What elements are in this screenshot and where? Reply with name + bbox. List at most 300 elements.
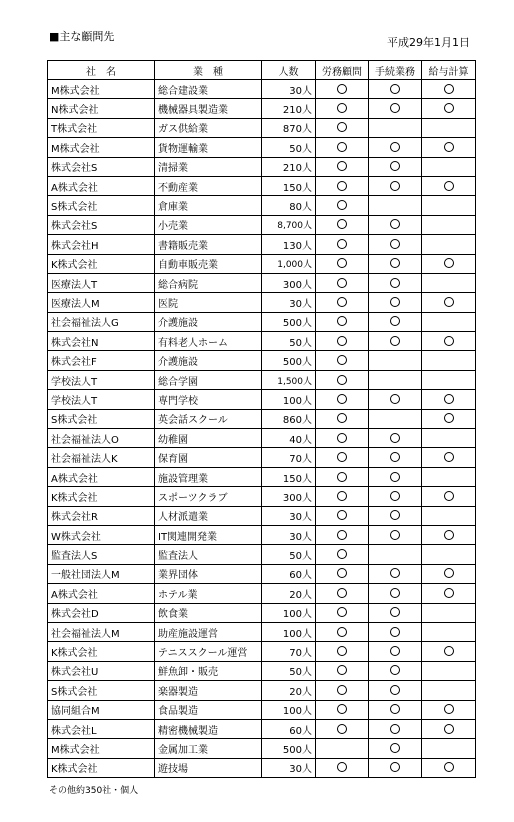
procedures-mark-cell [369, 215, 422, 234]
labor-advisory-mark-cell [316, 235, 369, 254]
table-row [48, 661, 476, 680]
procedures-mark-cell [369, 157, 422, 176]
headcount-cell: 30人 [262, 80, 316, 99]
labor-advisory-mark-cell [316, 739, 369, 758]
company-name-cell: 株式会社L [48, 719, 155, 738]
headcount-cell: 50人 [262, 332, 316, 351]
table-row [48, 196, 476, 215]
client-table [47, 60, 476, 778]
circle-mark-icon [390, 685, 400, 695]
labor-advisory-mark-cell [316, 370, 369, 389]
industry-cell: 金属加工業 [155, 739, 262, 758]
industry-cell: スポーツクラブ [155, 487, 262, 506]
circle-mark-icon [337, 316, 347, 326]
labor-advisory-mark-cell [316, 545, 369, 564]
industry-cell: 小売業 [155, 215, 262, 234]
circle-mark-icon [444, 258, 454, 268]
table-header-row [48, 61, 476, 80]
table-row [48, 157, 476, 176]
headcount-cell: 100人 [262, 603, 316, 622]
company-name-cell: 社会福祉法人O [48, 429, 155, 448]
circle-mark-icon [444, 646, 454, 656]
headcount-cell: 300人 [262, 487, 316, 506]
headcount-cell: 870人 [262, 118, 316, 137]
procedures-mark-cell [369, 390, 422, 409]
page-title: ■主な顧問先 [49, 30, 115, 43]
company-name-cell: A株式会社 [48, 176, 155, 195]
payroll-mark-cell [422, 80, 476, 99]
company-name-cell: 社会福祉法人M [48, 622, 155, 641]
payroll-mark-cell [422, 622, 476, 641]
payroll-mark-cell [422, 467, 476, 486]
procedures-mark-cell [369, 545, 422, 564]
payroll-mark-cell [422, 584, 476, 603]
table-row [48, 118, 476, 137]
headcount-cell: 100人 [262, 700, 316, 719]
headcount-cell: 500人 [262, 351, 316, 370]
procedures-mark-cell [369, 99, 422, 118]
table-row [48, 545, 476, 564]
labor-advisory-mark-cell [316, 564, 369, 583]
circle-mark-icon [337, 394, 347, 404]
header-industry: 業 種 [155, 61, 262, 80]
procedures-mark-cell [369, 584, 422, 603]
headcount-cell: 150人 [262, 176, 316, 195]
procedures-mark-cell [369, 273, 422, 292]
company-name-cell: M株式会社 [48, 80, 155, 99]
payroll-mark-cell [422, 312, 476, 331]
industry-cell: IT関連開発業 [155, 525, 262, 544]
industry-cell: 人材派遣業 [155, 506, 262, 525]
payroll-mark-cell [422, 254, 476, 273]
labor-advisory-mark-cell [316, 409, 369, 428]
headcount-cell: 30人 [262, 293, 316, 312]
industry-cell: 医院 [155, 293, 262, 312]
industry-cell: 英会話スクール [155, 409, 262, 428]
labor-advisory-mark-cell [316, 661, 369, 680]
company-name-cell: S株式会社 [48, 196, 155, 215]
circle-mark-icon [337, 607, 347, 617]
table-row [48, 525, 476, 544]
circle-mark-icon [390, 510, 400, 520]
company-name-cell: K株式会社 [48, 487, 155, 506]
industry-cell: 鮮魚卸・販売 [155, 661, 262, 680]
labor-advisory-mark-cell [316, 642, 369, 661]
circle-mark-icon [390, 433, 400, 443]
company-name-cell: W株式会社 [48, 525, 155, 544]
circle-mark-icon [337, 568, 347, 578]
circle-mark-icon [390, 394, 400, 404]
circle-mark-icon [444, 491, 454, 501]
labor-advisory-mark-cell [316, 603, 369, 622]
industry-cell: テニススクール運営 [155, 642, 262, 661]
circle-mark-icon [337, 103, 347, 113]
headcount-cell: 20人 [262, 681, 316, 700]
payroll-mark-cell [422, 157, 476, 176]
circle-mark-icon [444, 181, 454, 191]
payroll-mark-cell [422, 506, 476, 525]
procedures-mark-cell [369, 448, 422, 467]
circle-mark-icon [337, 704, 347, 714]
table-row [48, 273, 476, 292]
circle-mark-icon [390, 336, 400, 346]
payroll-mark-cell [422, 448, 476, 467]
industry-cell: 有料老人ホーム [155, 332, 262, 351]
payroll-mark-cell [422, 99, 476, 118]
industry-cell: ガス供給業 [155, 118, 262, 137]
payroll-mark-cell [422, 293, 476, 312]
company-name-cell: 株式会社F [48, 351, 155, 370]
circle-mark-icon [390, 491, 400, 501]
company-name-cell: 学校法人T [48, 370, 155, 389]
circle-mark-icon [337, 258, 347, 268]
headcount-cell: 210人 [262, 99, 316, 118]
table-row [48, 603, 476, 622]
payroll-mark-cell [422, 409, 476, 428]
circle-mark-icon [337, 219, 347, 229]
circle-mark-icon [444, 530, 454, 540]
company-name-cell: 株式会社U [48, 661, 155, 680]
headcount-cell: 500人 [262, 739, 316, 758]
procedures-mark-cell [369, 487, 422, 506]
circle-mark-icon [390, 161, 400, 171]
procedures-mark-cell [369, 467, 422, 486]
circle-mark-icon [337, 646, 347, 656]
procedures-mark-cell [369, 254, 422, 273]
circle-mark-icon [444, 452, 454, 462]
circle-mark-icon [337, 724, 347, 734]
labor-advisory-mark-cell [316, 506, 369, 525]
procedures-mark-cell [369, 138, 422, 157]
procedures-mark-cell [369, 681, 422, 700]
industry-cell: 書籍販売業 [155, 235, 262, 254]
company-name-cell: 医療法人T [48, 273, 155, 292]
table-row [48, 467, 476, 486]
labor-advisory-mark-cell [316, 215, 369, 234]
procedures-mark-cell [369, 506, 422, 525]
payroll-mark-cell [422, 739, 476, 758]
payroll-mark-cell [422, 681, 476, 700]
circle-mark-icon [337, 549, 347, 559]
headcount-cell: 500人 [262, 312, 316, 331]
payroll-mark-cell [422, 564, 476, 583]
labor-advisory-mark-cell [316, 99, 369, 118]
industry-cell: 施設管理業 [155, 467, 262, 486]
payroll-mark-cell [422, 719, 476, 738]
circle-mark-icon [337, 297, 347, 307]
headcount-cell: 60人 [262, 564, 316, 583]
header-procedures: 手続業務 [369, 61, 422, 80]
procedures-mark-cell [369, 196, 422, 215]
payroll-mark-cell [422, 642, 476, 661]
circle-mark-icon [444, 336, 454, 346]
procedures-mark-cell [369, 719, 422, 738]
payroll-mark-cell [422, 390, 476, 409]
industry-cell: 介護施設 [155, 351, 262, 370]
procedures-mark-cell [369, 622, 422, 641]
circle-mark-icon [337, 278, 347, 288]
circle-mark-icon [390, 142, 400, 152]
circle-mark-icon [444, 297, 454, 307]
headcount-cell: 50人 [262, 138, 316, 157]
procedures-mark-cell [369, 293, 422, 312]
headcount-cell: 60人 [262, 719, 316, 738]
headcount-cell: 30人 [262, 758, 316, 777]
circle-mark-icon [444, 568, 454, 578]
company-name-cell: K株式会社 [48, 254, 155, 273]
labor-advisory-mark-cell [316, 390, 369, 409]
industry-cell: 精密機械製造 [155, 719, 262, 738]
headcount-cell: 100人 [262, 622, 316, 641]
industry-cell: 助産施設運営 [155, 622, 262, 641]
company-name-cell: M株式会社 [48, 138, 155, 157]
payroll-mark-cell [422, 700, 476, 719]
labor-advisory-mark-cell [316, 719, 369, 738]
circle-mark-icon [390, 588, 400, 598]
headcount-cell: 50人 [262, 661, 316, 680]
labor-advisory-mark-cell [316, 312, 369, 331]
industry-cell: 業界団体 [155, 564, 262, 583]
header-labor-advisory: 労務顧問 [316, 61, 369, 80]
labor-advisory-mark-cell [316, 681, 369, 700]
circle-mark-icon [390, 219, 400, 229]
payroll-mark-cell [422, 215, 476, 234]
payroll-mark-cell [422, 118, 476, 137]
footnote: その他約350社・個人 [49, 786, 139, 796]
circle-mark-icon [337, 510, 347, 520]
payroll-mark-cell [422, 196, 476, 215]
labor-advisory-mark-cell [316, 487, 369, 506]
table-row [48, 681, 476, 700]
headcount-cell: 70人 [262, 642, 316, 661]
industry-cell: 貨物運輸業 [155, 138, 262, 157]
company-name-cell: 株式会社R [48, 506, 155, 525]
circle-mark-icon [390, 646, 400, 656]
circle-mark-icon [390, 704, 400, 714]
circle-mark-icon [337, 84, 347, 94]
industry-cell: 保育園 [155, 448, 262, 467]
payroll-mark-cell [422, 273, 476, 292]
circle-mark-icon [337, 685, 347, 695]
circle-mark-icon [337, 627, 347, 637]
circle-mark-icon [337, 142, 347, 152]
company-name-cell: A株式会社 [48, 584, 155, 603]
table-row [48, 215, 476, 234]
circle-mark-icon [337, 161, 347, 171]
headcount-cell: 130人 [262, 235, 316, 254]
date-label: 平成29年1月1日 [387, 36, 470, 49]
company-name-cell: 監査法人S [48, 545, 155, 564]
company-name-cell: 株式会社S [48, 157, 155, 176]
labor-advisory-mark-cell [316, 525, 369, 544]
table-row [48, 622, 476, 641]
procedures-mark-cell [369, 564, 422, 583]
table-row [48, 739, 476, 758]
circle-mark-icon [337, 122, 347, 132]
industry-cell: 倉庫業 [155, 196, 262, 215]
labor-advisory-mark-cell [316, 448, 369, 467]
table-row [48, 429, 476, 448]
company-name-cell: K株式会社 [48, 758, 155, 777]
circle-mark-icon [390, 665, 400, 675]
industry-cell: 機械器具製造業 [155, 99, 262, 118]
industry-cell: 専門学校 [155, 390, 262, 409]
circle-mark-icon [390, 103, 400, 113]
procedures-mark-cell [369, 429, 422, 448]
circle-mark-icon [390, 258, 400, 268]
headcount-cell: 20人 [262, 584, 316, 603]
company-name-cell: K株式会社 [48, 642, 155, 661]
labor-advisory-mark-cell [316, 622, 369, 641]
company-name-cell: M株式会社 [48, 739, 155, 758]
procedures-mark-cell [369, 118, 422, 137]
circle-mark-icon [390, 530, 400, 540]
table-row [48, 99, 476, 118]
circle-mark-icon [444, 588, 454, 598]
table-row [48, 564, 476, 583]
payroll-mark-cell [422, 351, 476, 370]
procedures-mark-cell [369, 80, 422, 99]
circle-mark-icon [337, 530, 347, 540]
procedures-mark-cell [369, 312, 422, 331]
payroll-mark-cell [422, 176, 476, 195]
company-name-cell: S株式会社 [48, 409, 155, 428]
headcount-cell: 80人 [262, 196, 316, 215]
table-row [48, 351, 476, 370]
procedures-mark-cell [369, 661, 422, 680]
circle-mark-icon [337, 413, 347, 423]
circle-mark-icon [390, 472, 400, 482]
industry-cell: 自動車販売業 [155, 254, 262, 273]
table-row [48, 584, 476, 603]
header-payroll: 給与計算 [422, 61, 476, 80]
headcount-cell: 210人 [262, 157, 316, 176]
procedures-mark-cell [369, 332, 422, 351]
company-name-cell: S株式会社 [48, 681, 155, 700]
payroll-mark-cell [422, 332, 476, 351]
circle-mark-icon [337, 375, 347, 385]
circle-mark-icon [390, 568, 400, 578]
headcount-cell: 860人 [262, 409, 316, 428]
procedures-mark-cell [369, 603, 422, 622]
table-row [48, 176, 476, 195]
labor-advisory-mark-cell [316, 176, 369, 195]
circle-mark-icon [390, 316, 400, 326]
circle-mark-icon [337, 452, 347, 462]
industry-cell: 監査法人 [155, 545, 262, 564]
labor-advisory-mark-cell [316, 332, 369, 351]
company-name-cell: 株式会社N [48, 332, 155, 351]
labor-advisory-mark-cell [316, 157, 369, 176]
table-row [48, 254, 476, 273]
circle-mark-icon [444, 704, 454, 714]
table-row [48, 390, 476, 409]
headcount-cell: 30人 [262, 525, 316, 544]
table-row [48, 448, 476, 467]
payroll-mark-cell [422, 429, 476, 448]
circle-mark-icon [337, 588, 347, 598]
circle-mark-icon [444, 142, 454, 152]
circle-mark-icon [337, 762, 347, 772]
company-name-cell: 一般社団法人M [48, 564, 155, 583]
circle-mark-icon [337, 181, 347, 191]
circle-mark-icon [390, 743, 400, 753]
procedures-mark-cell [369, 235, 422, 254]
procedures-mark-cell [369, 739, 422, 758]
payroll-mark-cell [422, 661, 476, 680]
circle-mark-icon [390, 627, 400, 637]
headcount-cell: 300人 [262, 273, 316, 292]
industry-cell: 飲食業 [155, 603, 262, 622]
industry-cell: 総合学園 [155, 370, 262, 389]
labor-advisory-mark-cell [316, 118, 369, 137]
table-row [48, 80, 476, 99]
payroll-mark-cell [422, 235, 476, 254]
labor-advisory-mark-cell [316, 254, 369, 273]
procedures-mark-cell [369, 409, 422, 428]
headcount-cell: 100人 [262, 390, 316, 409]
labor-advisory-mark-cell [316, 273, 369, 292]
table-row [48, 758, 476, 777]
circle-mark-icon [390, 452, 400, 462]
table-row [48, 487, 476, 506]
labor-advisory-mark-cell [316, 467, 369, 486]
circle-mark-icon [337, 433, 347, 443]
circle-mark-icon [444, 103, 454, 113]
circle-mark-icon [444, 762, 454, 772]
circle-mark-icon [337, 336, 347, 346]
company-name-cell: 株式会社S [48, 215, 155, 234]
headcount-cell: 70人 [262, 448, 316, 467]
company-name-cell: N株式会社 [48, 99, 155, 118]
procedures-mark-cell [369, 758, 422, 777]
company-name-cell: 株式会社D [48, 603, 155, 622]
industry-cell: ホテル業 [155, 584, 262, 603]
labor-advisory-mark-cell [316, 196, 369, 215]
headcount-cell: 150人 [262, 467, 316, 486]
company-name-cell: 医療法人M [48, 293, 155, 312]
company-name-cell: 協同組合M [48, 700, 155, 719]
procedures-mark-cell [369, 700, 422, 719]
circle-mark-icon [444, 724, 454, 734]
payroll-mark-cell [422, 138, 476, 157]
table-row [48, 332, 476, 351]
labor-advisory-mark-cell [316, 293, 369, 312]
procedures-mark-cell [369, 642, 422, 661]
industry-cell: 不動産業 [155, 176, 262, 195]
company-name-cell: 社会福祉法人K [48, 448, 155, 467]
industry-cell: 総合建設業 [155, 80, 262, 99]
circle-mark-icon [337, 200, 347, 210]
payroll-mark-cell [422, 758, 476, 777]
table-row [48, 642, 476, 661]
industry-cell: 介護施設 [155, 312, 262, 331]
industry-cell: 遊技場 [155, 758, 262, 777]
circle-mark-icon [444, 413, 454, 423]
table-row [48, 719, 476, 738]
procedures-mark-cell [369, 525, 422, 544]
circle-mark-icon [390, 724, 400, 734]
circle-mark-icon [390, 607, 400, 617]
payroll-mark-cell [422, 603, 476, 622]
table-row [48, 700, 476, 719]
company-name-cell: 学校法人T [48, 390, 155, 409]
company-name-cell: T株式会社 [48, 118, 155, 137]
circle-mark-icon [390, 278, 400, 288]
circle-mark-icon [337, 355, 347, 365]
circle-mark-icon [337, 239, 347, 249]
headcount-cell: 1,500人 [262, 370, 316, 389]
